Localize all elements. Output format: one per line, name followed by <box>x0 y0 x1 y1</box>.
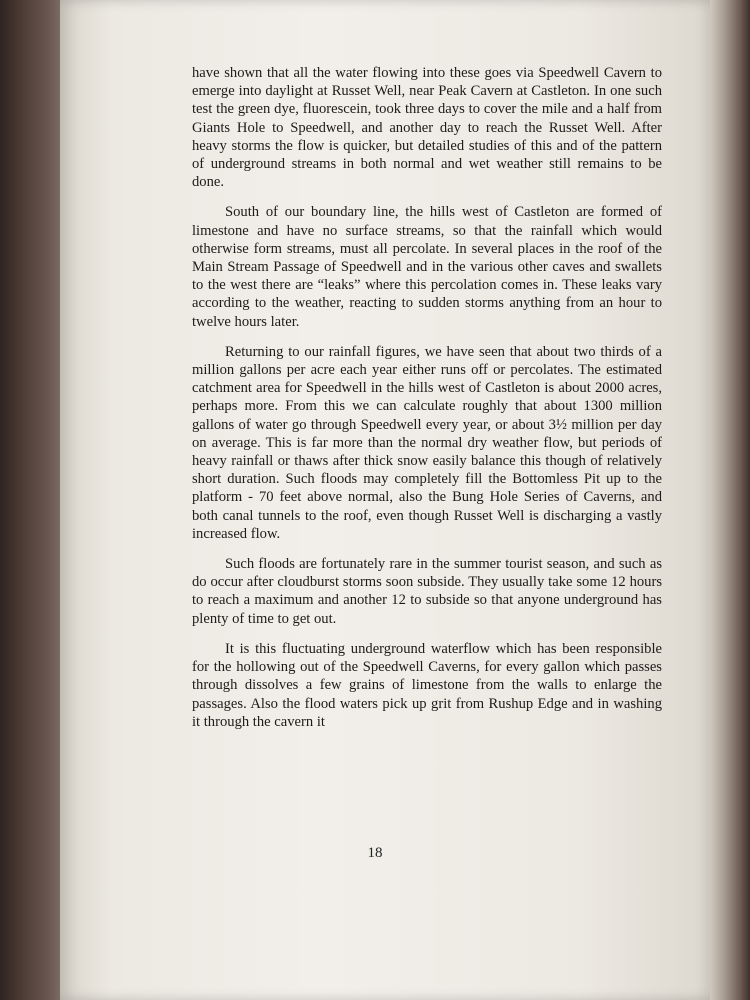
paragraph-5: It is this fluctuating underground waterflow which has been responsible for the hollowing out of the Speedwell Caverns, for every gallon which passes through dissolves a few grains of limestone from the walls to enlarge the passages. Also the flood waters pick up grit from Rushup Edge and in washing it through the cavern it <box>192 640 662 730</box>
paragraph-3: Returning to our rainfall figures, we have seen that about two thirds of a million gallons per acre each year either runs off or percolates. The estimated catchment area for Speedwell in the hills west of Castleton is about 2000 acres, perhaps more. From this we can calculate roughly that about 1300 million gallons of water go through Speedwell every year, or about 3½ million per day on average. This is far more than the normal dry weather flow, but periods of heavy rainfall or thaws after thick snow easily balance this though of relatively short duration. Such floods may completely fill the Bottomless Pit up to the platform - 70 feet above normal, also the Bung Hole Series of Caverns, and both canal tunnels to the roof, even though Russet Well is discharging a vastly increased flow. <box>192 343 662 542</box>
page-number: 18 <box>367 845 383 861</box>
paragraph-2: South of our boundary line, the hills west of Castleton are formed of limestone and have no surface streams, so that the rainfall which would otherwise form streams, must all percolate. In several places in the roof of the Main Stream Passage of Speedwell and in the various other caves and swallets to the west there are “leaks” where this percolation comes in. These leaks vary according to the weather, reacting to sudden storms anything from an hour to twelve hours later. <box>192 204 662 330</box>
body-text <box>192 64 662 743</box>
paragraph-4: Such floods are fortunately rare in the summer tourist season, and such as do occur after cloudburst storms soon subside. They usually take some 12 hours to reach a maximum and another 12 to subside so that anyone underground has plenty of time to get out. <box>192 556 662 627</box>
paragraph-1: have shown that all the water flowing into these goes via Speedwell Cavern to emerge into daylight at Russet Well, near Peak Cavern at Castleton. In one such test the green dye, fluorescein, took three days to cover the mile and a half from Giants Hole to Speedwell, and another day to reach the Russet Well. After heavy storms the flow is quicker, but detailed studies of this and of the pattern of underground streams in both normal and wet weather still remains to be done. <box>192 65 662 191</box>
